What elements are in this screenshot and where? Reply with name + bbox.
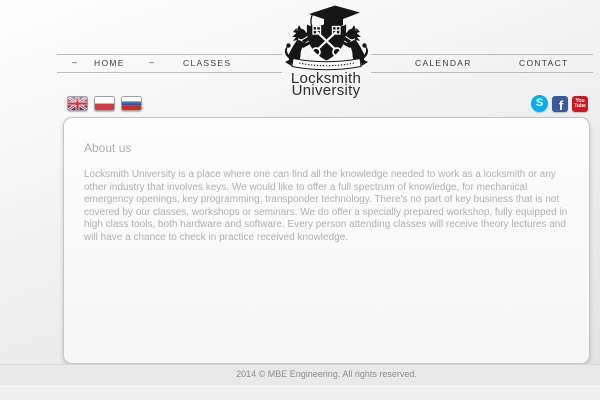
nav-separator: –: [72, 57, 78, 67]
site-logo[interactable]: [258, 2, 394, 98]
nav-item-home[interactable]: HOME: [94, 58, 125, 68]
nav-item-classes[interactable]: CLASSES: [183, 58, 232, 68]
about-body-text: Locksmith University is a place where one can find all the knowledge needed to work as a locksmith or any other industry that involves keys. We would like to offer a full spectrum of knowledge, for mechanical emergency openings, key programming, transponder technology. There's no part of key business that is not covered by our classes, workshops or seminars. We do offer a specially prepared workshop, fully equipped in high class tools, both hardware and software. Every person attending classes will receive theory lectures and will have a chance to check in practice received knowledge.: [84, 169, 568, 243]
about-panel: [63, 117, 590, 364]
uk-flag-icon[interactable]: [67, 96, 88, 111]
nav-top-line-left: [57, 54, 282, 55]
about-heading: About us: [84, 141, 132, 155]
poland-flag-icon[interactable]: [94, 96, 115, 111]
facebook-glyph: f: [558, 97, 564, 112]
footer-band-lower: [0, 386, 600, 400]
youtube-glyph-bottom: Tube: [574, 102, 586, 109]
nav-top-line-right: [371, 54, 593, 55]
footer-copyright: 2014 © MBE Engineering. All rights reserved.: [236, 369, 417, 379]
youtube-icon[interactable]: [572, 96, 588, 112]
russia-flag-icon[interactable]: [121, 96, 142, 111]
nav-bottom-line-left: [57, 72, 282, 73]
language-switcher: [67, 96, 142, 111]
nav-item-contact[interactable]: CONTACT: [519, 58, 569, 68]
logo-wordmark-line1: Locksmith: [290, 70, 362, 87]
youtube-glyph-top: You: [575, 97, 585, 104]
skype-glyph: S: [535, 97, 544, 109]
logo-wordmark-line2: University: [291, 82, 361, 99]
nav-separator: –: [149, 57, 155, 67]
nav-item-calendar[interactable]: CALENDAR: [415, 58, 472, 68]
nav-bottom-line-right: [371, 72, 593, 73]
skype-icon[interactable]: [531, 95, 548, 112]
social-links: [531, 95, 588, 112]
locksmith-crest-icon: [279, 2, 374, 74]
facebook-icon[interactable]: [552, 96, 568, 112]
